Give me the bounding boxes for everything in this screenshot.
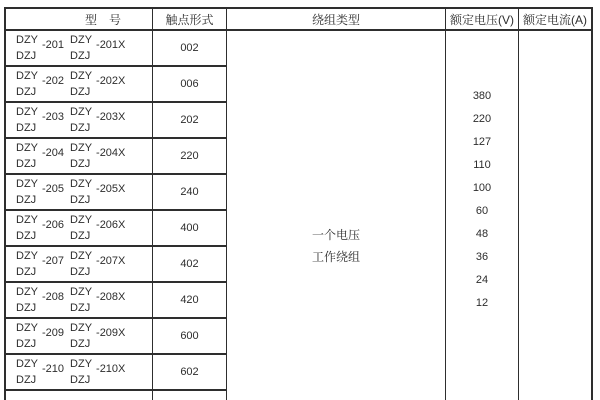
model-prefix-stack [16,212,38,244]
column-contact-form [153,9,227,400]
table-row [6,67,152,103]
model-prefix-top: DZY [16,70,38,82]
model-prefix-stack [70,212,92,244]
voltage-value: 220 [472,113,492,125]
contact-form-value: 402 [153,247,226,283]
model-prefix-stack [70,104,92,136]
model-suffix: -205 [42,183,65,195]
model-prefix-top: DZY [16,214,38,226]
model-suffix: -209 [42,327,65,339]
winding-type-line2: 工作绕组 [311,250,360,264]
table-row [6,355,152,391]
model-variant-dzy [16,32,64,64]
contact-form-value: 006 [153,67,226,103]
contact-form-value: 220 [153,139,226,175]
relay-spec-table [4,7,593,400]
model-prefix-stack [16,104,38,136]
model-variant-dzy-x [70,320,125,352]
model-prefix-stack [16,248,38,280]
model-suffix: -207 [42,255,65,267]
table-cell-partial [153,391,226,400]
model-suffix-x: -208X [96,291,126,303]
voltage-value: 110 [473,159,491,171]
model-prefix-top: DZY [16,178,38,190]
model-prefix-stack [70,32,92,64]
header-model [6,9,152,31]
model-variant-dzy-x [70,356,125,388]
model-prefix-top: DZY [16,250,38,262]
contact-form-value: 420 [153,283,226,319]
model-suffix: -203 [42,111,65,123]
model-prefix-stack [70,176,92,208]
contact-form-value: 002 [153,31,226,67]
model-variant-dzy [16,140,64,172]
contact-form-value: 400 [153,211,226,247]
contact-form-value: 602 [153,355,226,391]
header-winding-type: 绕组类型 [227,9,445,31]
model-prefix-bottom: DZJ [70,158,91,170]
model-prefix-top: DZY [16,358,38,370]
model-prefix-top: DZY [16,106,38,118]
table-row-partial [6,391,152,400]
column-model [6,9,153,400]
model-suffix: -210 [42,363,65,375]
table-row [6,283,152,319]
contact-form-value: 202 [153,103,226,139]
model-prefix-top: DZY [70,286,93,298]
model-variant-dzy [16,104,64,136]
model-variant-dzy-x [70,104,125,136]
rated-current-cell [519,31,591,400]
contact-form-value: 240 [153,175,226,211]
model-prefix-bottom: DZJ [70,266,91,278]
model-variant-dzy [16,68,64,100]
model-suffix-x: -206X [96,219,126,231]
model-suffix: -201 [42,39,65,51]
model-variant-dzy [16,176,64,208]
model-prefix-stack [70,68,92,100]
model-prefix-top: DZY [70,250,93,262]
model-variant-dzy-x [70,248,125,280]
table-row [6,247,152,283]
model-variant-dzy [16,284,64,316]
model-prefix-stack [70,248,92,280]
model-prefix-top: DZY [16,286,38,298]
model-prefix-bottom: DZJ [70,338,91,350]
model-prefix-bottom: DZJ [70,50,91,62]
model-prefix-stack [16,320,38,352]
model-prefix-bottom: DZJ [16,194,37,206]
model-variant-dzy [16,212,64,244]
model-prefix-bottom: DZJ [16,122,37,134]
model-prefix-bottom: DZJ [16,50,37,62]
model-prefix-bottom: DZJ [70,194,91,206]
model-prefix-top: DZY [70,34,93,46]
model-prefix-bottom: DZJ [16,158,37,170]
model-prefix-top: DZY [16,322,38,334]
model-suffix-x: -207X [96,255,126,267]
voltage-value: 12 [475,297,489,309]
model-prefix-top: DZY [16,142,38,154]
header-rated-voltage: 额定电压(V) [446,9,518,31]
model-prefix-bottom: DZJ [16,374,37,386]
model-prefix-bottom: DZJ [70,230,91,242]
model-prefix-bottom: DZJ [70,374,91,386]
model-prefix-bottom: DZJ [16,86,37,98]
contact-form-value: 600 [153,319,226,355]
model-suffix-x: -209X [96,327,126,339]
model-prefix-top: DZY [70,322,93,334]
model-prefix-stack [16,176,38,208]
voltage-value: 100 [472,182,492,194]
model-prefix-stack [16,140,38,172]
model-prefix-stack [16,284,38,316]
model-suffix-x: -203X [96,111,126,123]
voltage-value: 36 [475,251,489,263]
model-variant-dzy-x [70,212,125,244]
model-prefix-bottom: DZJ [70,86,91,98]
model-suffix-x: -204X [96,147,126,159]
column-rated-current [519,9,591,400]
model-prefix-top: DZY [70,178,93,190]
model-suffix: -208 [42,291,65,303]
model-variant-dzy-x [70,140,125,172]
winding-type-cell [227,31,445,400]
winding-type-line1: 一个电压 [311,228,360,242]
model-prefix-stack [70,140,92,172]
model-suffix-x: -202X [96,75,126,87]
table-row [6,31,152,67]
model-variant-dzy [16,320,64,352]
model-suffix-x: -205X [96,183,126,195]
table-row [6,211,152,247]
model-suffix: -202 [42,75,65,87]
column-rated-voltage [446,9,519,400]
table-row [6,319,152,355]
model-prefix-top: DZY [70,214,93,226]
model-prefix-bottom: DZJ [16,302,37,314]
model-prefix-bottom: DZJ [16,266,37,278]
model-prefix-bottom: DZJ [70,302,91,314]
model-prefix-stack [16,356,38,388]
model-suffix: -206 [42,219,65,231]
table-row [6,139,152,175]
model-prefix-top: DZY [70,142,93,154]
model-prefix-bottom: DZJ [70,122,91,134]
model-variant-dzy [16,248,64,280]
model-prefix-top: DZY [70,70,93,82]
model-suffix: -204 [42,147,65,159]
voltage-value: 380 [472,90,492,102]
model-prefix-bottom: DZJ [16,338,37,350]
model-prefix-stack [70,356,92,388]
model-variant-dzy [16,356,64,388]
model-prefix-stack [70,284,92,316]
column-winding-type [227,9,446,400]
model-prefix-stack [16,68,38,100]
model-variant-dzy-x [70,68,125,100]
voltage-value: 48 [475,228,489,240]
model-variant-dzy-x [70,176,125,208]
table-row [6,103,152,139]
model-prefix-top: DZY [70,358,93,370]
model-suffix-x: -210X [96,363,126,375]
header-contact-form: 触点形式 [153,9,226,31]
model-prefix-stack [16,32,38,64]
voltage-value: 127 [472,136,492,148]
voltage-value: 60 [475,205,489,217]
model-prefix-top: DZY [16,34,38,46]
model-variant-dzy-x [70,32,125,64]
rated-voltage-cell [446,31,518,400]
model-prefix-bottom: DZJ [16,230,37,242]
model-variant-dzy-x [70,284,125,316]
header-rated-current: 额定电流(A) [519,9,591,31]
header-model-label: 型 号 [84,12,121,27]
model-suffix-x: -201X [96,39,126,51]
voltage-value: 24 [475,274,489,286]
table-row [6,175,152,211]
model-prefix-top: DZY [70,106,93,118]
model-prefix-stack [70,320,92,352]
